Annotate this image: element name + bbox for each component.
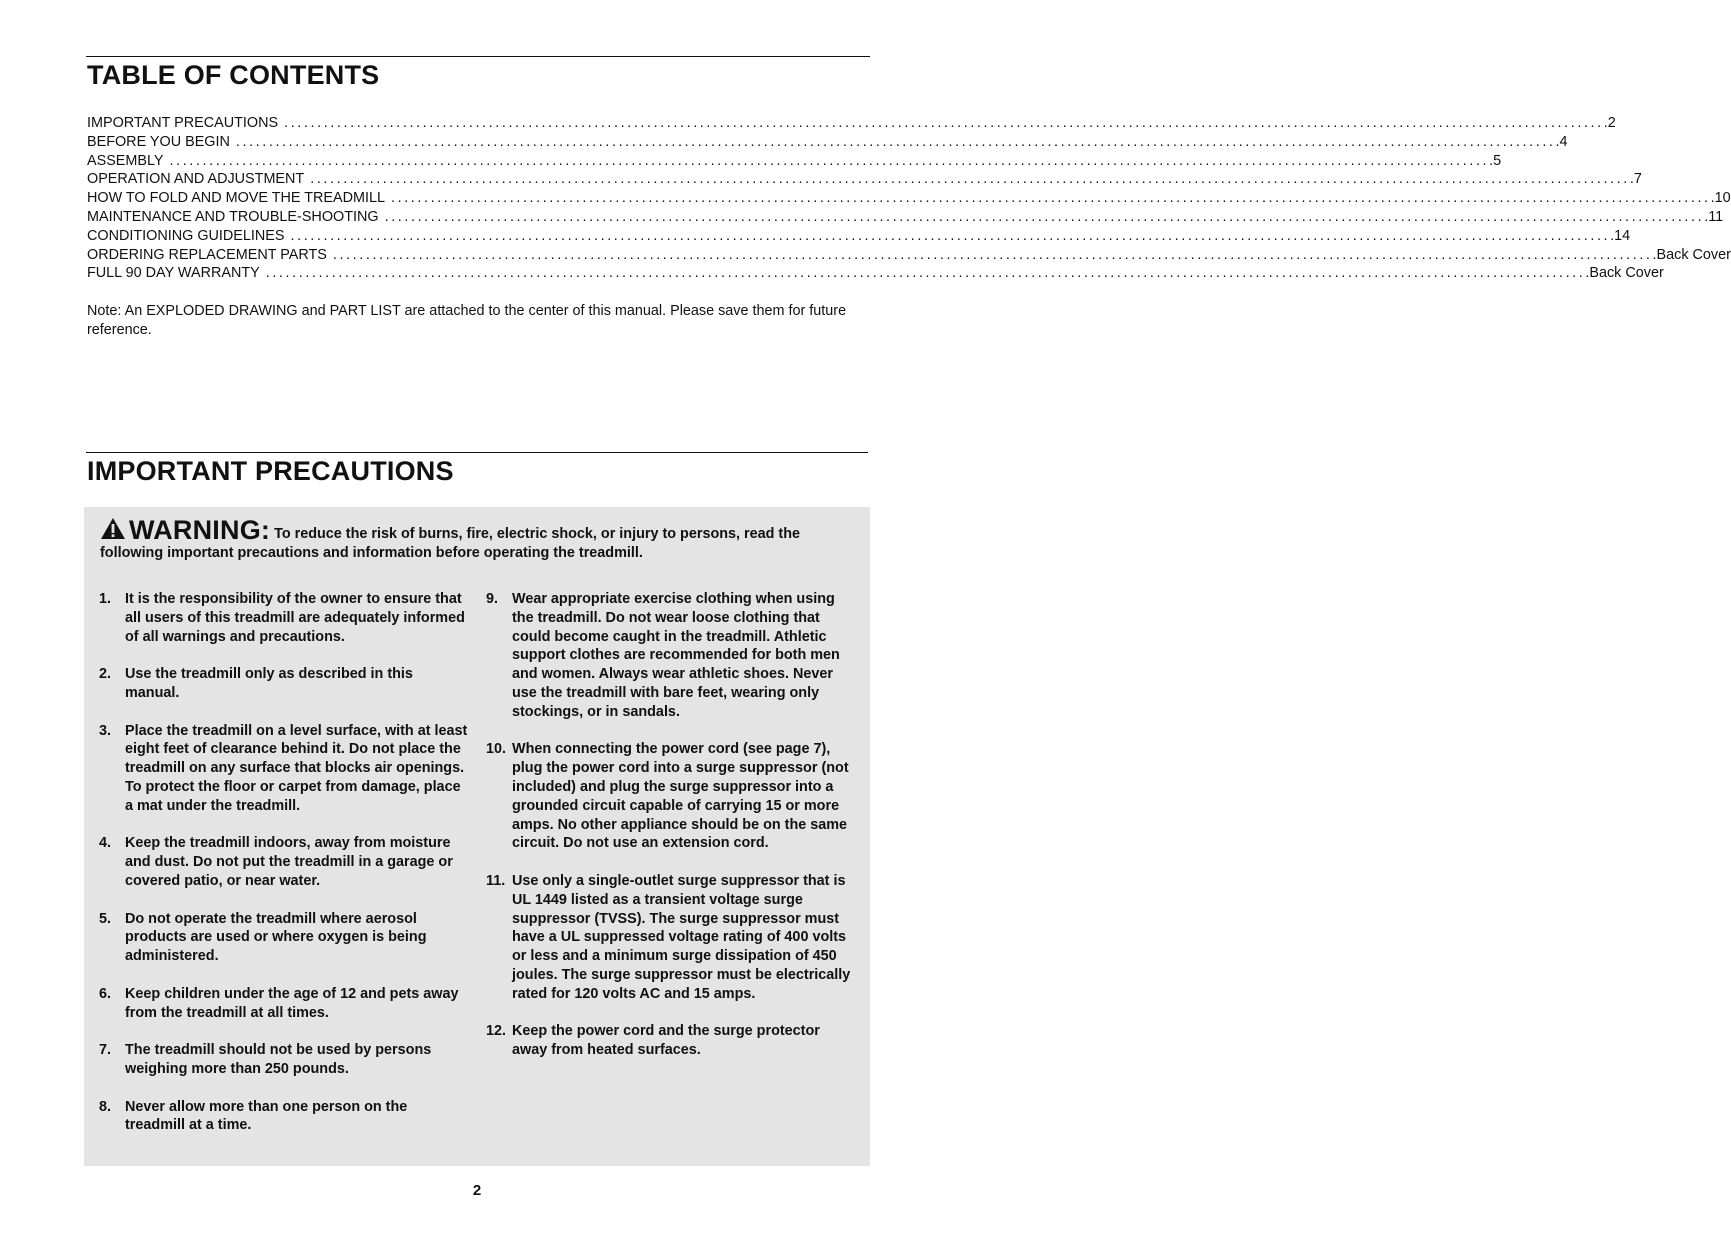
toc-leader-dots: ........................................................................................................................................................................................................ [310, 171, 1630, 188]
precaution-text: Use only a single-outlet surge suppressor that is UL 1449 listed as a transient voltage surge suppressor (TVSS). The surge suppressor must have a UL suppressed voltage rating of 400 volts or less and a minimum surge dissipation of 450 joules. The surge suppressor must be electrically rated for 120 volts AC and 15 amps. [512, 872, 851, 1002]
precaution-item [99, 910, 469, 966]
precaution-text: The treadmill should not be used by persons weighing more than 250 pounds. [125, 1042, 432, 1077]
toc-entry-title: FULL 90 DAY WARRANTY [87, 265, 260, 282]
precaution-item [99, 665, 469, 703]
toc-top-rule [86, 56, 870, 57]
toc-entry-before-you-begin[interactable] [87, 133, 1568, 152]
toc-entry-page: .11 [1704, 208, 1724, 225]
precaution-item [99, 1098, 469, 1136]
precaution-text: Use the treadmill only as described in this manual. [125, 666, 413, 701]
precaution-item [486, 872, 856, 1004]
toc-entry-assembly[interactable] [87, 152, 1502, 171]
toc-entry-title: IMPORTANT PRECAUTIONS [87, 115, 279, 131]
precaution-item [99, 834, 469, 890]
precaution-number: 12. [486, 1023, 507, 1040]
precaution-text: Keep children under the age of 12 and pets away from the treadmill at all times. [125, 985, 459, 1021]
precaution-number: 3. [99, 722, 112, 739]
toc-entry-title: MAINTENANCE AND TROUBLE-SHOOTING [87, 208, 379, 225]
toc-list [87, 114, 1731, 283]
precaution-number: 11. [486, 872, 506, 889]
toc-entry-page: .14 [1610, 227, 1631, 244]
precaution-number: 7. [99, 1042, 112, 1059]
precaution-text: Wear appropriate exercise clothing when using the treadmill. Do not wear loose clothing that could become caught in the treadmill. Athletic support clothes are recommended for both men and women. Always wear athletic shoes. Never use the treadmill with bare feet, wearing only stockings, or in sandals. [512, 591, 840, 720]
toc-entry-page: .5 [1489, 152, 1502, 169]
precaution-number: 6. [99, 985, 112, 1002]
toc-entry-title: CONDITIONING GUIDELINES [87, 227, 285, 244]
toc-leader-dots: ........................................................................................................................................................................................................ [290, 227, 1611, 244]
precaution-text: Keep the treadmill indoors, away from moisture and dust. Do not put the treadmill in a garage or covered patio, or near water. [125, 835, 453, 889]
toc-entry-title: HOW TO FOLD AND MOVE THE TREADMILL [87, 190, 385, 207]
toc-leader-dots: ........................................................................................................................................................................................................ [332, 246, 1653, 263]
precaution-text: Never allow more than one person on the treadmill at a time. [125, 1098, 408, 1134]
precaution-number: 2. [99, 666, 112, 683]
precaution-text: Keep the power cord and the surge protector away from heated surfaces. [512, 1023, 820, 1059]
precaution-text: When connecting the power cord (see page 7), plug the power cord into a surge suppressor (not included) and plug the surge suppressor into a grounded circuit capable of carrying 15 or more amps. No other appliance should be on the same circuit. Do not use an extension cord. [512, 741, 849, 852]
toc-entry-page: .10 [1710, 190, 1731, 207]
precaution-number: 10. [486, 741, 507, 758]
precaution-item [99, 722, 469, 816]
toc-entry-page: .2 [1603, 115, 1616, 131]
precaution-text: Do not operate the treadmill where aerosol products are used or where oxygen is being administered. [125, 910, 427, 965]
toc-entry-ordering-parts[interactable] [87, 246, 1731, 265]
precautions-left-column [99, 590, 469, 1154]
precaution-number: 9. [486, 591, 499, 607]
toc-entry-fold-and-move[interactable] [87, 189, 1731, 208]
toc-entry-title: ORDERING REPLACEMENT PARTS [87, 246, 327, 263]
toc-heading: TABLE OF CONTENTS [87, 60, 380, 90]
toc-entry-conditioning-guidelines[interactable] [87, 227, 1631, 246]
precautions-top-rule [86, 452, 868, 453]
toc-leader-dots: ........................................................................................................................................................................................................ [384, 208, 1705, 225]
toc-leader-dots: ........................................................................................................................................................................................................ [235, 133, 1556, 150]
toc-leader-dots: ........................................................................................................................................................................................................ [169, 152, 1490, 169]
toc-entry-important-precautions[interactable] [87, 114, 1616, 133]
page-number: 2 [472, 1182, 482, 1199]
toc-entry-warranty[interactable] [87, 264, 1664, 283]
precaution-text: Place the treadmill on a level surface, with at least eight feet of clearance behind it. Do not place the treadmill on any surface that blocks air openings. To protect the floor or carpet from damage, place a mat under the treadmill. [125, 722, 468, 814]
precautions-right-column [486, 590, 856, 1079]
warning-box [84, 507, 870, 1166]
precaution-number: 5. [99, 910, 112, 927]
precautions-heading: IMPORTANT PRECAUTIONS [87, 456, 454, 486]
warning-header [100, 517, 860, 563]
toc-note: Note: An EXPLODED DRAWING and PART LIST are attached to the center of this manual. Please save them for future reference. [87, 303, 847, 338]
precaution-number: 1. [99, 591, 112, 607]
toc-entry-operation-and-adjustment[interactable] [87, 170, 1642, 189]
precaution-item [486, 590, 856, 722]
toc-entry-maintenance[interactable] [87, 208, 1724, 227]
toc-entry-title: ASSEMBLY [87, 152, 164, 169]
toc-leader-dots: ........................................................................................................................................................................................................ [265, 265, 1586, 282]
toc-entry-page: .Back Cover [1585, 265, 1664, 282]
warning-text: To reduce the risk of burns, fire, electric shock, or injury to persons, read the following important precautions and information before operating the treadmill. [100, 526, 801, 561]
precaution-item [99, 985, 469, 1023]
precaution-item [99, 590, 469, 646]
toc-leader-dots: ........................................................................................................................................................................................................ [284, 115, 1604, 131]
warning-triangle-icon [100, 517, 126, 540]
toc-entry-page: .7 [1629, 171, 1642, 188]
toc-entry-page: .4 [1555, 133, 1568, 150]
toc-entry-title: OPERATION AND ADJUSTMENT [87, 171, 305, 188]
precaution-text: It is the responsibility of the owner to ensure that all users of this treadmill are adequately informed of all warnings and precautions. [125, 591, 465, 645]
precaution-item [486, 1022, 856, 1060]
warning-word: WARNING: [129, 515, 271, 545]
toc-leader-dots: ........................................................................................................................................................................................................ [391, 190, 1711, 207]
precaution-number: 8. [99, 1098, 112, 1115]
toc-entry-title: BEFORE YOU BEGIN [87, 133, 230, 150]
precaution-number: 4. [99, 835, 112, 852]
precaution-item [486, 740, 856, 853]
toc-entry-page: .Back Cover [1652, 246, 1731, 263]
precaution-item [99, 1041, 469, 1079]
